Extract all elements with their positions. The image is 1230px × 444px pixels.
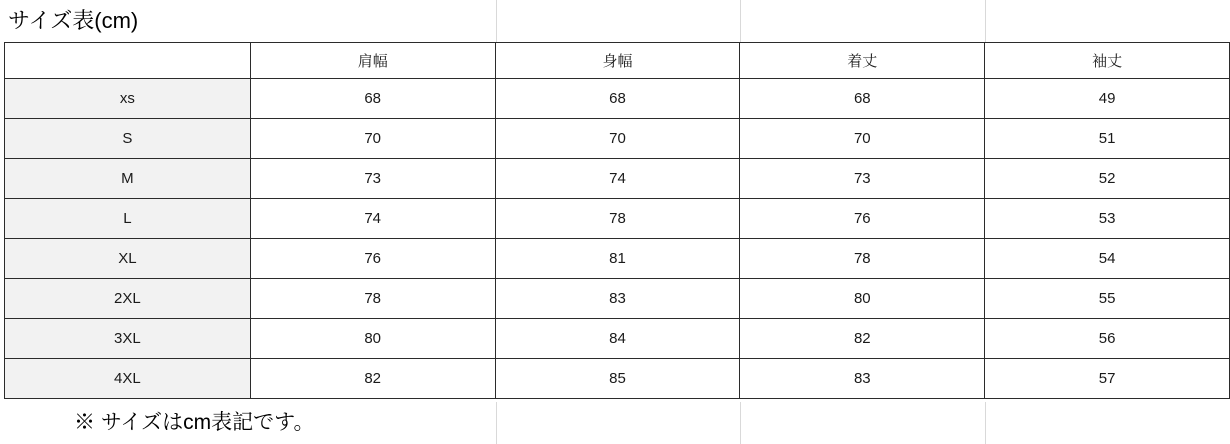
footnote-text: ※ サイズはcm表記です。 <box>74 411 315 434</box>
title-row <box>0 0 1230 42</box>
cell-shoulder: 68 <box>250 79 495 119</box>
cell-shoulder: 73 <box>250 159 495 199</box>
cell-sleeve: 53 <box>985 199 1230 239</box>
sheet-column-separator <box>985 0 986 42</box>
size-table <box>4 42 1230 399</box>
cell-sleeve: 55 <box>985 279 1230 319</box>
table-header <box>5 43 1230 79</box>
table-row <box>5 159 1230 199</box>
sheet-column-separator <box>496 402 497 444</box>
footnote-row <box>0 402 1230 444</box>
cell-sleeve: 57 <box>985 359 1230 399</box>
table-row <box>5 119 1230 159</box>
cell-length: 83 <box>740 359 985 399</box>
cell-shoulder: 80 <box>250 319 495 359</box>
cell-chest: 68 <box>495 79 740 119</box>
table-row <box>5 199 1230 239</box>
cell-chest: 83 <box>495 279 740 319</box>
column-header-length: 着丈 <box>740 43 985 79</box>
column-header-size <box>5 43 251 79</box>
table-row <box>5 359 1230 399</box>
cell-length: 78 <box>740 239 985 279</box>
size-label: L <box>5 199 251 239</box>
table-row <box>5 319 1230 359</box>
size-label: 4XL <box>5 359 251 399</box>
cell-length: 80 <box>740 279 985 319</box>
cell-sleeve: 56 <box>985 319 1230 359</box>
cell-length: 73 <box>740 159 985 199</box>
column-header-sleeve: 袖丈 <box>985 43 1230 79</box>
cell-chest: 85 <box>495 359 740 399</box>
cell-length: 70 <box>740 119 985 159</box>
size-label: M <box>5 159 251 199</box>
cell-shoulder: 76 <box>250 239 495 279</box>
cell-length: 76 <box>740 199 985 239</box>
cell-sleeve: 51 <box>985 119 1230 159</box>
size-label: xs <box>5 79 251 119</box>
sheet-column-separator <box>740 402 741 444</box>
cell-length: 82 <box>740 319 985 359</box>
cell-shoulder: 82 <box>250 359 495 399</box>
cell-shoulder: 70 <box>250 119 495 159</box>
column-header-chest: 身幅 <box>495 43 740 79</box>
column-header-shoulder: 肩幅 <box>250 43 495 79</box>
cell-shoulder: 78 <box>250 279 495 319</box>
cell-chest: 70 <box>495 119 740 159</box>
size-label: XL <box>5 239 251 279</box>
table-row <box>5 239 1230 279</box>
page-title: サイズ表(cm) <box>8 8 139 33</box>
table-header-row <box>5 43 1230 79</box>
size-label: S <box>5 119 251 159</box>
cell-sleeve: 54 <box>985 239 1230 279</box>
table-row <box>5 79 1230 119</box>
cell-length: 68 <box>740 79 985 119</box>
table-body <box>5 79 1230 399</box>
cell-chest: 84 <box>495 319 740 359</box>
size-label: 3XL <box>5 319 251 359</box>
cell-chest: 74 <box>495 159 740 199</box>
cell-chest: 81 <box>495 239 740 279</box>
size-label: 2XL <box>5 279 251 319</box>
sheet-column-separator <box>496 0 497 42</box>
sheet-column-separator <box>740 0 741 42</box>
cell-sleeve: 49 <box>985 79 1230 119</box>
cell-sleeve: 52 <box>985 159 1230 199</box>
table-row <box>5 279 1230 319</box>
cell-shoulder: 74 <box>250 199 495 239</box>
sheet-column-separator <box>985 402 986 444</box>
cell-chest: 78 <box>495 199 740 239</box>
